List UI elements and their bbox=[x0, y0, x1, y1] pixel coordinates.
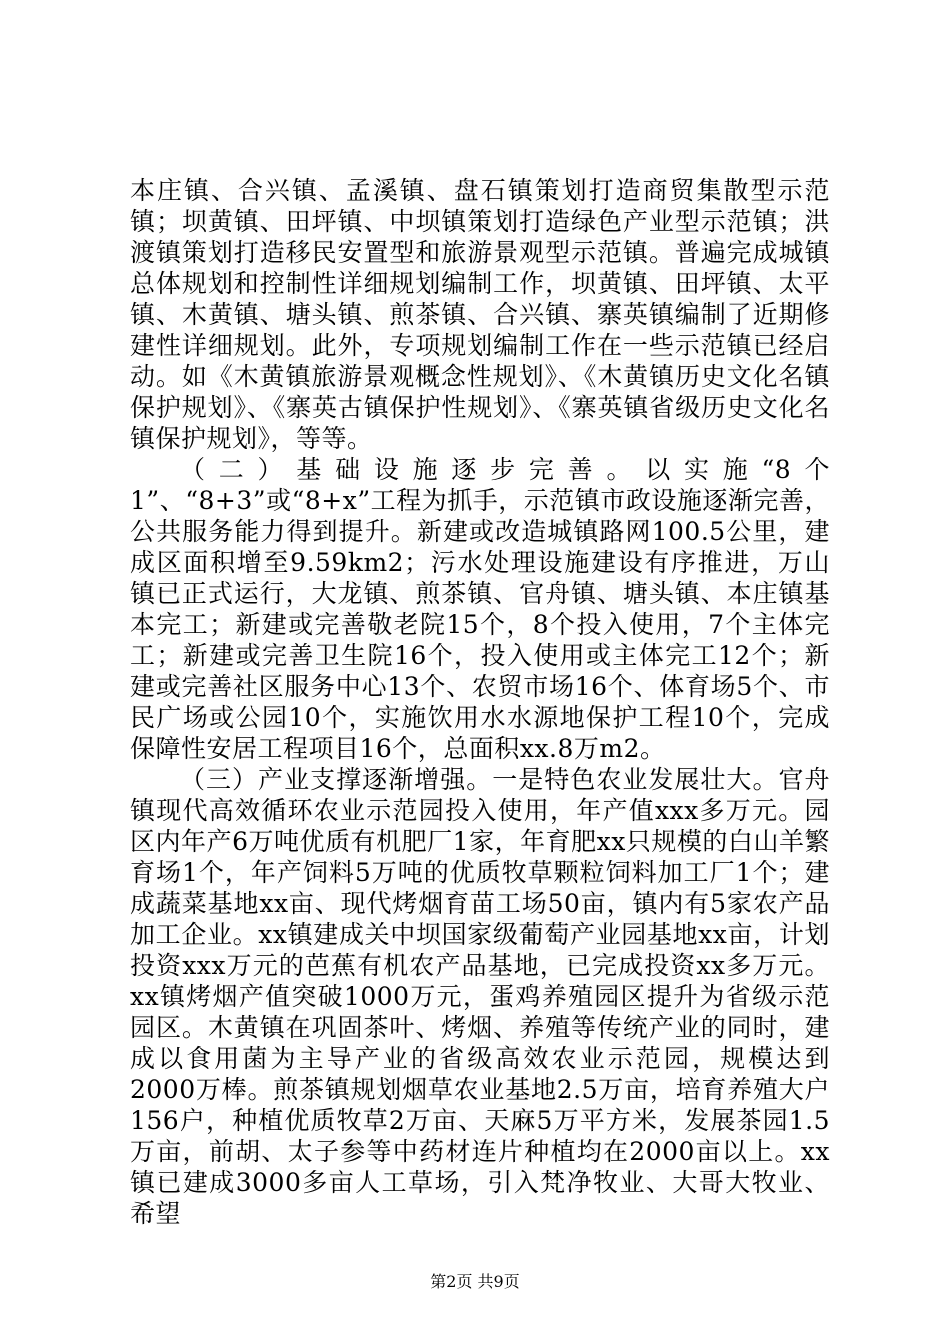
paragraph-planning: 本庄镇、合兴镇、孟溪镇、盘石镇策划打造商贸集散型示范镇；坝黄镇、田坪镇、中坝镇策划打造绿色产业型示范镇；洪渡镇策划打造移民安置型和旅游景观型示范镇。普遍完成城镇总体规划和控制性详细规划编制工作，坝黄镇、田坪镇、太平镇、木黄镇、塘头镇、煎茶镇、合兴镇、寨英镇编制了近期修建性详细规划。此外，专项规划编制工作在一些示范镇已经启动。如《木黄镇旅游景观概念性规划》、《木黄镇历史文化名镇保护规划》、《寨英古镇保护性规划》、《寨英镇省级历史文化名镇保护规划》，等等。 bbox=[130, 176, 830, 453]
page-footer bbox=[0, 1272, 950, 1292]
paragraph-industry: （三）产业支撑逐渐增强。一是特色农业发展壮大。官舟镇现代高效循环农业示范园投入使用，年产值xxx多万元。园区内年产6万吨优质有机肥厂1家，年育肥xx只规模的白山羊繁育场1个，年产饲料5万吨的优质牧草颗粒饲料加工厂1个；建成蔬菜基地xx亩、现代烤烟育苗工场50亩，镇内有5家农产品加工企业。xx镇建成关中坝国家级葡萄产业园基地xx亩，计划投资xxx万元的芭蕉有机农产品基地，已完成投资xx多万元。xx镇烤烟产值突破1000万元，蛋鸡养殖园区提升为省级示范园区。木黄镇在巩固茶叶、烤烟、养殖等传统产业的同时，建成以食用菌为主导产业的省级高效农业示范园，规模达到2000万棒。煎茶镇规划烟草农业基地2.5万亩，培育养殖大户156户，种植优质牧草2万亩、天麻5万平方米，发展茶园1.5万亩，前胡、太子参等中药材连片种植均在2000亩以上。xx镇已建成3000多亩人工草场，引入梵净牧业、大哥大牧业、希望 bbox=[130, 765, 830, 1228]
paragraph-infrastructure: （二）基础设施逐步完善。以实施“8个1”、“8+3”或“8+x”工程为抓手，示范镇市政设施逐渐完善，公共服务能力得到提升。新建或改造城镇路网100.5公里，建成区面积增至9.59km2；污水处理设施建设有序推进，万山镇已正式运行，大龙镇、煎茶镇、官舟镇、塘头镇、本庄镇基本完工；新建或完善敬老院15个，8个投入使用，7个主体完工；新建或完善卫生院16个，投入使用或主体完工12个；新建或完善社区服务中心13个、农贸市场16个、体育场5个、市民广场或公园10个，实施饮用水水源地保护工程10个，完成保障性安居工程项目16个，总面积xx.8万m2。 bbox=[130, 455, 830, 763]
page-number: 第2页 共9页 bbox=[430, 1272, 520, 1291]
document-body bbox=[130, 175, 830, 1229]
